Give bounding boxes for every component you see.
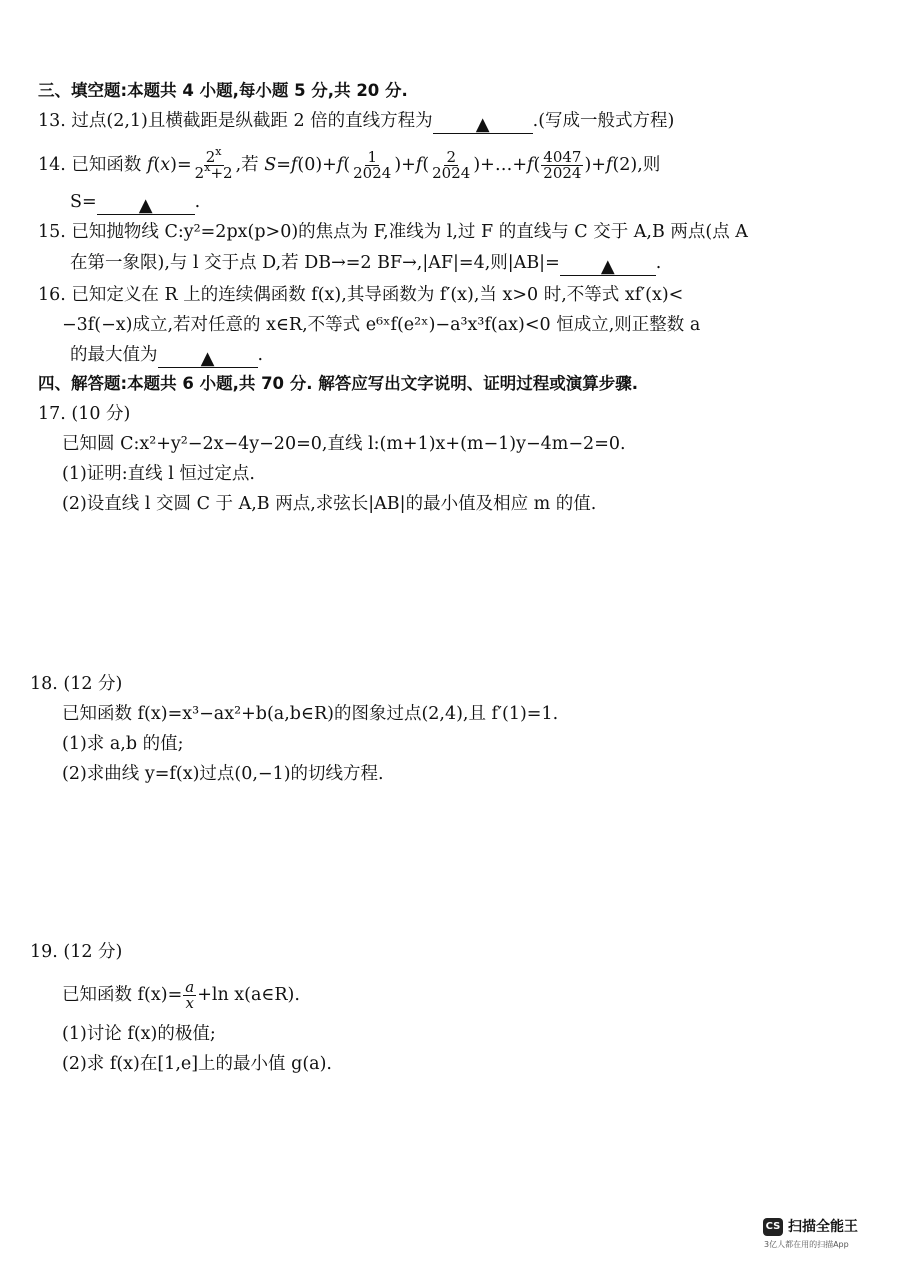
answer-marker-icon: ▲ bbox=[138, 195, 153, 216]
answer-blank bbox=[158, 347, 258, 368]
question-17-part-2: (2)设直线 l 交圆 C 于 A,B 两点,求弦长|AB|的最小值及相应 m 的值. bbox=[62, 494, 597, 514]
fraction-1-2024: $\frac{1}{2024}$ bbox=[353, 148, 392, 182]
answer-marker-icon: ▲ bbox=[475, 114, 490, 135]
question-14-lead: 14. 已知函数 bbox=[38, 155, 142, 175]
answer-marker-icon: ▲ bbox=[200, 348, 215, 369]
question-19-lead: 已知函数 f(x)= bbox=[62, 985, 183, 1005]
answer-marker-icon: ▲ bbox=[600, 256, 615, 277]
fraction-4047-2024: $\frac{4047}{2024}$ bbox=[543, 148, 582, 182]
question-17-line-1: 已知圆 C:x²+y²−2x−4y−20=0,直线 l:(m+1)x+(m−1)y−4m−2=0. bbox=[62, 434, 626, 454]
section-heading-solutions: 四、解答题:本题共 6 小题,共 70 分. 解答应写出文字说明、证明过程或演算步骤. bbox=[38, 374, 639, 393]
question-19-line-1 bbox=[62, 980, 300, 1011]
question-17-part-1: (1)证明:直线 l 恒过定点. bbox=[62, 464, 255, 484]
camscanner-logo-icon: CS bbox=[763, 1218, 783, 1236]
question-14-end: ,则 bbox=[637, 155, 661, 175]
question-14-answer: S= ▲ . bbox=[70, 192, 201, 216]
question-14-mid: ,若 bbox=[235, 155, 259, 175]
question-15-line-2: 在第一象限),与 l 交于点 D,若 DB→=2 BF→,|AF|=4,则|AB|= ▲ . bbox=[70, 253, 662, 277]
question-18-part-1: (1)求 a,b 的值; bbox=[62, 734, 184, 754]
question-18-line-1: 已知函数 f(x)=x³−ax²+b(a,b∈R)的图象过点(2,4),且 f′(1)=1. bbox=[62, 704, 559, 724]
question-13-suffix: .(写成一般式方程) bbox=[532, 111, 675, 131]
question-18-head: 18. (12 分) bbox=[30, 674, 123, 694]
question-14-s-label: S= bbox=[70, 192, 97, 212]
answer-blank bbox=[560, 255, 656, 276]
question-16-line-2: −3f(−x)成立,若对任意的 x∈R,不等式 e⁶ˣf(e²ˣ)−a³x³f(ax)<0 恒成立,则正整数 a bbox=[62, 315, 701, 335]
watermark-subtitle: 3亿人都在用的扫描App bbox=[764, 1240, 849, 1249]
answer-blank bbox=[433, 113, 533, 134]
fraction-2x: $\frac{2^x}{2^x+2}$ bbox=[194, 145, 233, 182]
question-15-line-1: 15. 已知抛物线 C:y²=2px(p>0)的焦点为 F,准线为 l,过 F 的直线与 C 交于 A,B 两点(点 A bbox=[38, 222, 748, 242]
question-19-tail: +ln x(a∈R). bbox=[197, 985, 300, 1005]
answer-blank bbox=[97, 194, 195, 215]
question-18-part-2: (2)求曲线 y=f(x)过点(0,−1)的切线方程. bbox=[62, 764, 384, 784]
question-16-line-1: 16. 已知定义在 R 上的连续偶函数 f(x),其导函数为 f′(x),当 x>0 时,不等式 xf′(x)< bbox=[38, 285, 684, 305]
fraction-a-x: $\frac{a}{x}$ bbox=[185, 978, 195, 1012]
question-16-text: 的最大值为 bbox=[70, 345, 158, 365]
question-19-part-1: (1)讨论 f(x)的极值; bbox=[62, 1024, 216, 1044]
question-13 bbox=[38, 109, 674, 134]
question-19-head: 19. (12 分) bbox=[30, 942, 123, 962]
watermark-title: 扫描全能王 bbox=[788, 1219, 858, 1235]
fraction-2-2024: $\frac{2}{2024}$ bbox=[432, 148, 471, 182]
question-13-text: 13. 过点(2,1)且横截距是纵截距 2 倍的直线方程为 bbox=[38, 111, 433, 131]
question-14: 14. 已知函数 f(x)= $\frac{2^x}{2^x+2}$ ,若 S=f(0)+f( $\frac{1}{2024}$ )+f( $\frac{2}{2024}$ )+…+f( $\frac{4047}{2024}$ )+f(2),则 bbox=[38, 145, 661, 182]
question-19-part-2: (2)求 f(x)在[1,e]上的最小值 g(a). bbox=[62, 1054, 332, 1074]
question-16-line-3: 的最大值为 ▲ . bbox=[70, 345, 264, 369]
question-17-head: 17. (10 分) bbox=[38, 404, 131, 424]
section-heading-fill-in: 三、填空题:本题共 4 小题,每小题 5 分,共 20 分. bbox=[38, 81, 408, 100]
question-15-text: 在第一象限),与 l 交于点 D,若 DB→=2 BF→,|AF|=4,则|AB|= bbox=[70, 253, 560, 273]
